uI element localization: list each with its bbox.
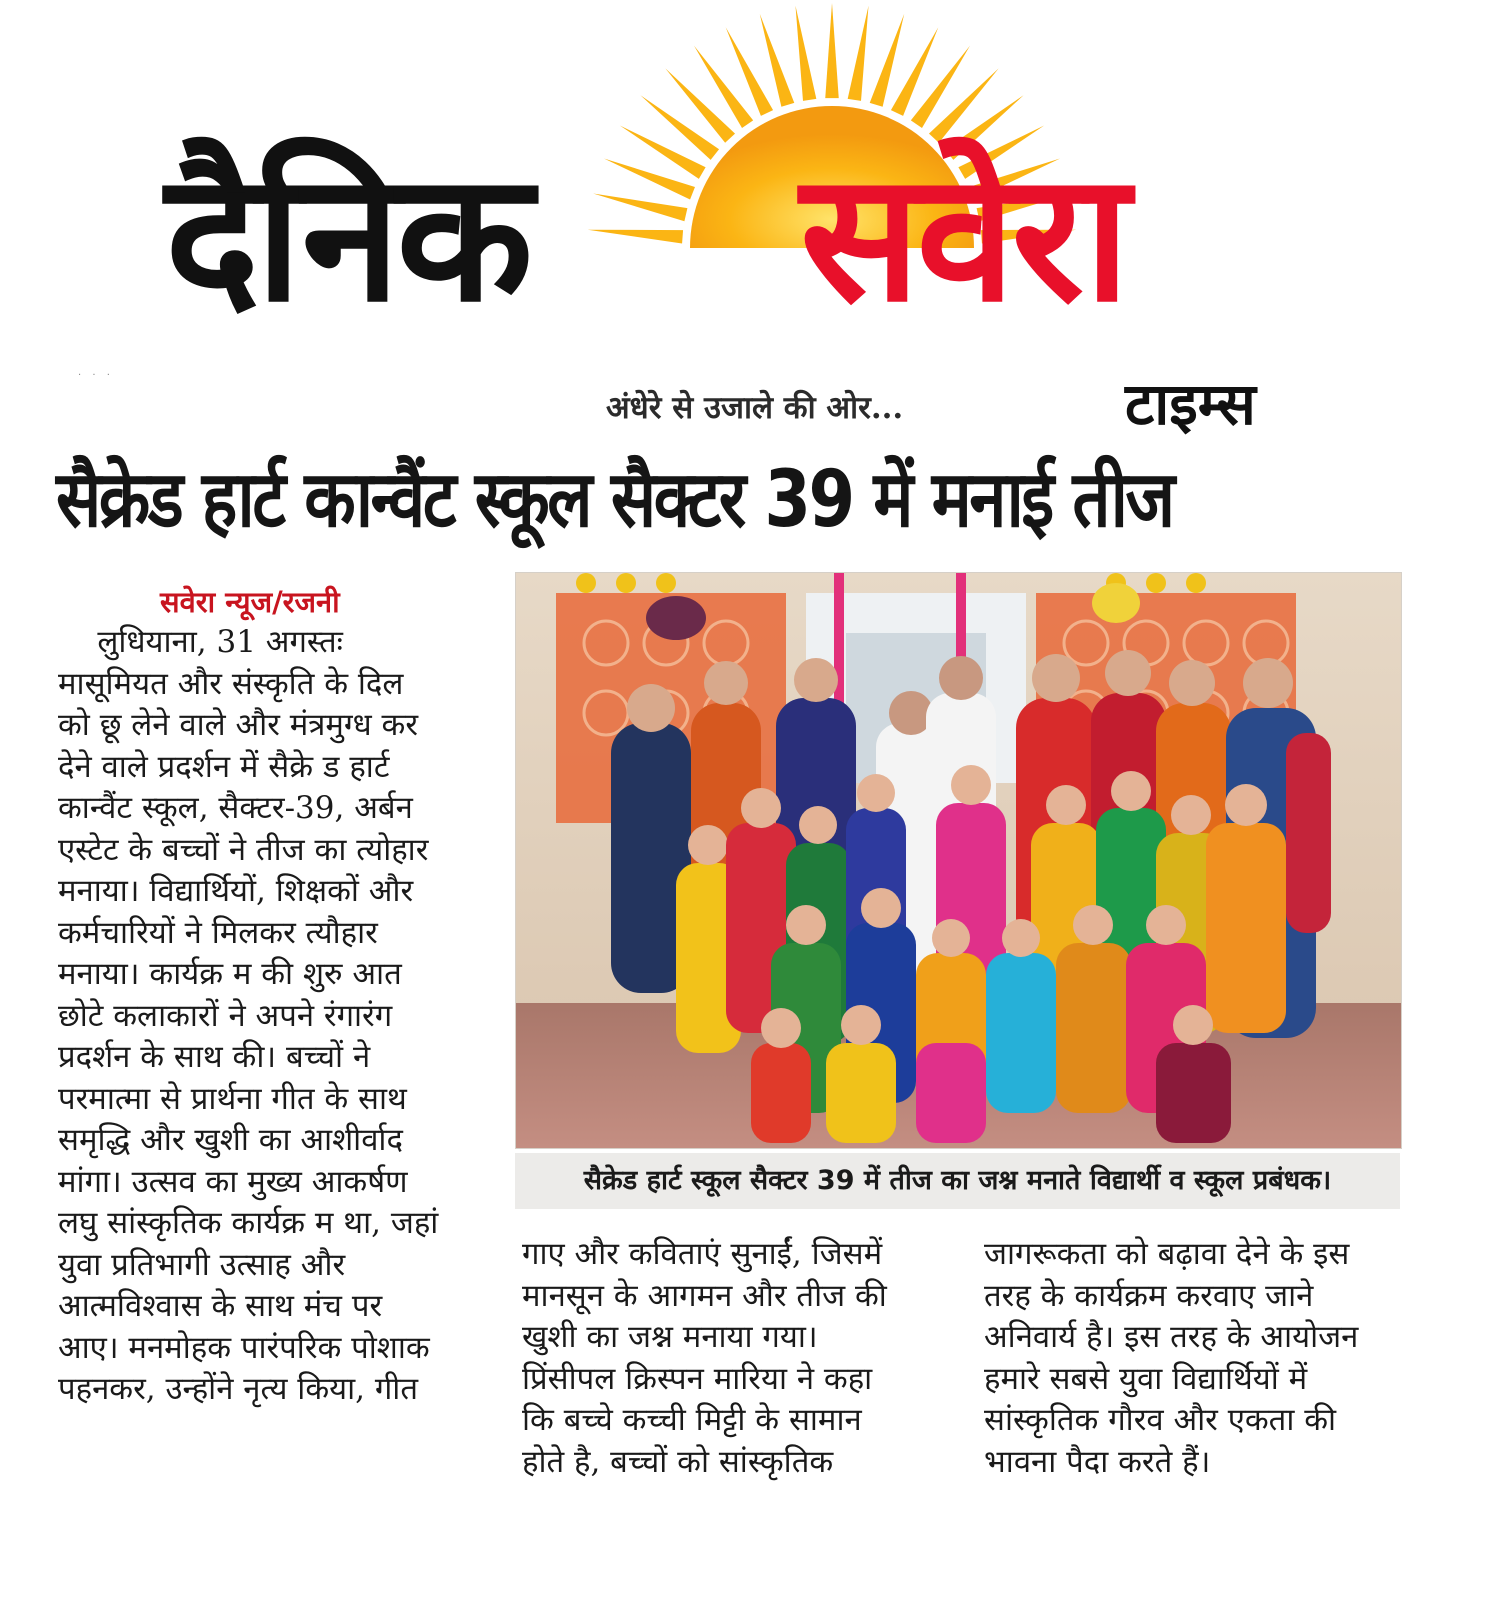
article-text-line: आत्मविश्वास के साथ मंच पर	[58, 1288, 383, 1324]
article-text-line: खुशी का जश्न मनाया गया।	[522, 1319, 818, 1355]
article-text-line: कि बच्चे कच्ची मिट्टी के सामान	[522, 1402, 862, 1438]
article-column-1	[58, 622, 488, 1411]
article-text-line: जागरूकता को बढ़ावा देने के इस	[984, 1236, 1350, 1272]
article-text-line: तरह के कार्यक्रम करवाए जाने	[984, 1277, 1314, 1314]
article-text-line: होते है, बच्चों को सांस्कृतिक	[522, 1443, 834, 1480]
article-text-line: मासूमियत और संस्कृति के दिल	[58, 665, 404, 702]
article-text-line: युवा प्रतिभागी उत्साह और	[58, 1246, 346, 1283]
sun-ray	[795, 6, 816, 101]
sun-ray	[588, 230, 683, 244]
photo-caption: सैक्रेड हार्ट स्कूल सैक्टर 39 में तीज का जश्न मनाते विद्यार्थी व स्कूल प्रबंधक।	[583, 1165, 1332, 1196]
sun-ray	[694, 46, 753, 128]
article-text-line: मानसून के आगमन और तीज की	[522, 1277, 887, 1314]
article-byline: सवेरा न्यूज/रजनी	[160, 585, 340, 619]
sun-ray	[760, 14, 794, 107]
article-text-line: कर्मचारियों ने मिलकर त्यौहार	[58, 914, 378, 951]
sun-ray	[911, 46, 970, 128]
sun-ray	[848, 6, 869, 101]
article-text-line: लघु सांस्कृतिक कार्यक्र म था, जहां	[58, 1205, 439, 1241]
sun-ray	[640, 95, 719, 160]
article-column-3	[984, 1234, 1424, 1483]
article-text-line: पहनकर, उन्होंने नृत्य किया, गीत	[58, 1371, 419, 1407]
logo-savera: सवेरा	[800, 134, 1127, 341]
masthead	[0, 0, 1491, 440]
article-headline: सैक्रेड हार्ट कान्वैंट स्कूल सैक्टर 39 में मनाई तीज	[56, 455, 1173, 545]
article-text-line: देने वाले प्रदर्शन में सैक्रे ड हार्ट	[58, 748, 390, 785]
article-text-line: मांगा। उत्सव का मुख्य आकर्षण	[58, 1163, 408, 1200]
article-text-line: आए। मनमोहक पारंपरिक पोशाक	[58, 1329, 430, 1366]
logo-dainik: दैनिक	[165, 134, 530, 341]
article-text-line: प्रदर्शन के साथ की। बच्चों ने	[58, 1039, 371, 1075]
article-text-line: लुधियाना, 31 अगस्तः	[58, 624, 343, 660]
article-text-line: एस्टेट के बच्चों ने तीज का त्योहार	[58, 831, 429, 868]
article-text-line: छोटे कलाकारों ने अपने रंगारंग	[58, 997, 393, 1034]
article-text-line: मनाया। कार्यक्र म की शुरु आत	[58, 956, 402, 992]
article-text-line: समृद्धि और खुशी का आशीर्वाद	[58, 1122, 403, 1158]
article-text-line: अनिवार्य है। इस तरह के आयोजन	[984, 1319, 1359, 1355]
sun-ray	[825, 3, 838, 98]
article-text-line: कान्वैंट स्कूल, सैक्टर-39, अर्बन	[58, 790, 413, 826]
article-text-line: प्रिंसीपल क्रिस्पन मारिया ने कहा	[522, 1360, 873, 1397]
article-text-line: हमारे सबसे युवा विद्यार्थियों में	[984, 1360, 1308, 1397]
article-text-line: गाए और कविताएं सुनाईं, जिसमें	[522, 1236, 883, 1272]
decorative-dots: · · ·	[78, 370, 114, 381]
article-text-line: सांस्कृतिक गौरव और एकता की	[984, 1402, 1337, 1438]
group-photo-illustration	[516, 573, 1401, 1148]
article-photo	[515, 572, 1402, 1149]
article-column-2	[522, 1234, 942, 1483]
photo-caption-box	[515, 1153, 1400, 1209]
article-text-line: परमात्मा से प्रार्थना गीत के साथ	[58, 1080, 407, 1117]
sun-ray	[870, 14, 904, 107]
article-text-line: को छू लेने वाले और मंत्रमुग्ध कर	[58, 707, 419, 743]
masthead-subbrand: टाइम्स	[1125, 370, 1256, 438]
sun-ray	[593, 193, 687, 221]
sun-ray	[665, 68, 735, 142]
article-text-line: मनाया। विद्यार्थियों, शिक्षकों और	[58, 873, 414, 909]
article-text-line: भावना पैदा करते हैं।	[984, 1443, 1211, 1480]
masthead-tagline: अंधेरे से उजाले की ओर...	[606, 390, 904, 426]
